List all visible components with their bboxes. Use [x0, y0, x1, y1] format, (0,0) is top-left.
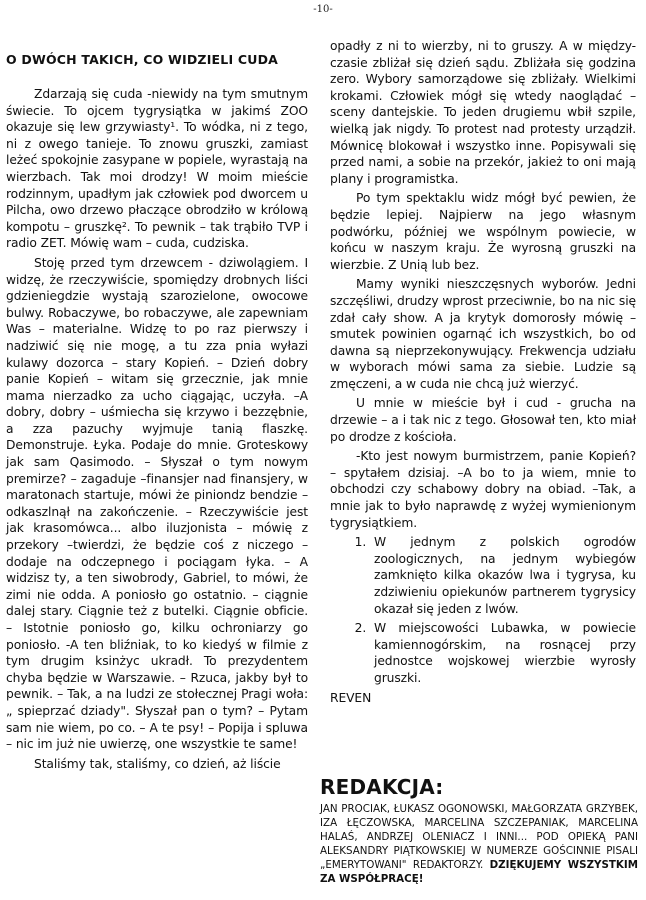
footnotes-list: [330, 534, 636, 686]
article-paragraph: Stoję przed tym drzewcem - dziwolągiem. I widzę, że rzeczywiście, spomiędzy drobnych liści gdzieniegdzie wystają szarozielone, owocowe bulwy. Robaczywe, bo robaczywe, ale zapewniam Was – materialne. Widzę to po raz pierwszy i nadziwić się nie mogę, a tu zza pnia wyłazi kulawy dozorca – stary Kopień. – Dzień dobry panie Kopień – witam się grzecznie, jak mnie mama nierzadko za ucho ciągając, uczyła. –A dobry, dobry – uśmiecha się krzywo i bezzębnie, a zza pazuchy wyjmuje tanią flaszkę. Demonstruje. Łyka. Podaje do mnie. Groteskowy jak sam Qasimodo. – Słyszał o tym nowym premirze? – zagaduje –finansjer nad finansjery, w maratonach startuje, mówi że piniondz bendzie – odkaszlnął na zakończenie. – Rzeczywiście jest jak krasomówca... albo iluzjonista – mówię z przekory –twierdzi, że będzie coś z niczego – dodaje na odczepnego i pociągam łyka. – A widzisz ty, a ten siwobrody, Gabriel, to mówi, że zimi nie odda. A poniosło go ostatnio. – ciągnie dalej stary. Ciągnie też z butelki. Ciągnie obficie. – Istotnie poniosło go, kilku ochroniarzy go poniosło. -A ten bliźniak, to ko kiedyś w filmie z tym drugim ksinżyc ukradł. To prezydentem chyba będzie w Warszawie. – Rzuca, jakby był to pewnik. – Tak, a na ludzi ze stołecznej Pragi woła: „ spieprzać dziady". Słyszał pan o tym? – Pytam sam nie wiem, po co. – A te psy! – Popija i spluwa – nic im już nie uwierzę, one wszystkie te same!: [6, 255, 308, 752]
footnote-item: 1. W jednym z polskich ogrodów zoologicznych, na jednym wybiegów zamknięto kilka okazów lwa i tygrysa, ku zdziwieniu opiekunów partnerem tygrysicy okazał się jeden z lwów.: [370, 534, 636, 617]
article-title: O DWÓCH TAKICH, CO WIDZIELI CUDA: [6, 52, 279, 67]
article-paragraph: Mamy wyniki nieszczęsnych wyborów. Jedni szczęśliwi, drudzy wprost przeciwnie, bo na nic się zdał cały show. A ja krytyk domorosły mówię – smutek powinien ogarnąć ich wszystkich, bo od dawna są nieprzekonywujący. Frekwencja udziału w wyborach mówi sama za siebie. Ludzie są zmęczeni, a w cuda nie chcą już wierzyć.: [330, 277, 636, 391]
editorial-thanks: DZIĘKUJEMY WSZYSTKIM ZA WSPÓŁPRACĘ!: [320, 859, 638, 885]
footnote-item: 2. W miejscowości Lubawka, w powiecie kamiennogórskim, na rosnącej przy jednostce wojskowej wierzbie wyrosły gruszki.: [370, 620, 636, 686]
article-right-column: [330, 38, 636, 709]
article-paragraph: Po tym spektaklu widz mógł być pewien, że będzie lepiej. Najpierw na jego własnym podwórku, później we wspólnym powiecie, w końcu w naszym kraju. Że wyrosną gruszki na wierzbie. Z Unią lub bez.: [330, 191, 636, 272]
article-left-column: [6, 38, 308, 775]
editorial-box: [320, 776, 638, 886]
article-paragraph: Zdarzają się cuda -niewidy na tym smutnym świecie. To ojcem tygrysiątka w jakimś ZOO okazuje się lew grzywiasty¹. To wódka, ni z tego, ni z owego tanieje. To znowu gruszki, zamiast leżeć spokojnie zasypane w popiele, wyrastają na wierzbach. Tak moi drodzy! W moim mieście rodzinnym, upadłym jak człowiek pod dworcem u Pilcha, owo drzewo płaczące obrodziło w królową kompotu – gruszkę². To pewnik – tak trąbiło TVP i radio ZET. Mówię wam – cuda, cudziska.: [6, 87, 308, 251]
article-paragraph: -Kto jest nowym burmistrzem, panie Kopień? – spytałem dzisiaj. –A bo to ja wiem, mnie to obchodzi czy schabowy dobry na obiad. –Tak, a mnie jak to było naprawdę z wyżej wymienionym tygrysiątkiem.: [330, 449, 636, 530]
article-paragraph: opadły z ni to wierzby, ni to gruszy. A w między- czasie zbliżał się dzień sądu. Zbliżała się godzina zero. Wybory samorządowe się zbliżały. Wielkimi krokami. Człowiek mógł się wtedy naoglądać – sceny dantejskie. To jeden drugiemu wbił szpile, wielką jak nigdy. To protest nad protesty urządził. Mównicę blokował i wszystko inne. Popisywali się przed nami, a sobie na przekór, jakież to oni mają plany i programistka.: [330, 39, 636, 186]
page-number: -10-: [313, 4, 333, 15]
article-paragraph: U mnie w mieście był i cud - grucha na drzewie – a i tak nic z tego. Głosował ten, kto miał po drodze z kościoła.: [330, 396, 636, 444]
editorial-heading: REDAKCJA:: [320, 775, 444, 799]
author-signature: REVEN: [330, 690, 372, 705]
article-paragraph: Staliśmy tak, staliśmy, co dzień, aż liście: [34, 756, 281, 771]
editorial-staff-list: [320, 802, 638, 886]
editorial-staff-text: JAN PROCIAK, ŁUKASZ OGONOWSKI, MAŁGORZATA GRZYBEK, IZA ŁĘCZOWSKA, MARCELINA SZCZEPANIAK, MARCELINA HALAŚ, ANDRZEJ OLENIACZ I INNI... POD OPIEKĄ PANI ALEKSANDRY PIĄTKOWSKIEJ W NUMERZE GOŚCINNIE PISALI „EMERYTOWANI" REDAKTORZY.: [320, 803, 638, 871]
